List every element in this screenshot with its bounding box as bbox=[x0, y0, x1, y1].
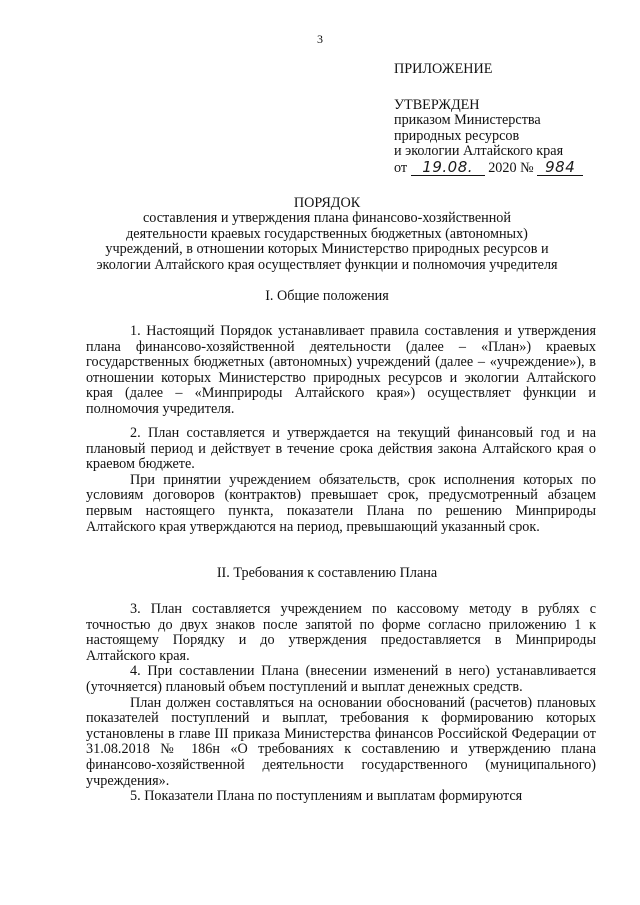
section-2-heading: II. Требования к составлению Плана bbox=[216, 565, 438, 581]
approved-label: УТВЕРЖДЕН bbox=[394, 96, 480, 113]
paragraph-text: 4. При составлении Плана (внесении изменений в него) устанавливается (уточняется) плановый объем поступлений и выплат денежных средств. bbox=[86, 663, 596, 695]
title-line-4: экологии Алтайского края осуществляет функции и полномочия учредителя bbox=[96, 256, 558, 273]
handwritten-date: 19.08. bbox=[411, 160, 485, 177]
paragraph-text: 5. Показатели Плана по поступлениям и выплатам формируются bbox=[130, 788, 523, 805]
section-1-paragraph-1 bbox=[86, 324, 596, 418]
paragraph-text: 1. Настоящий Порядок устанавливает правила составления и утверждения плана финансово-хозяйственной деятельности (далее – «План») краевых государственных бюджетных (автономных) учреждений (далее – «учреждение»), в отношении которых Министерство природных ресурсов и экологии Алтайского края (далее – «Минприроды Алтайского края») осуществляет функции и полномочия учредителя. bbox=[86, 323, 596, 417]
title-line-2: деятельности краевых государственных бюджетных (автономных) bbox=[126, 225, 528, 242]
date-prefix: от bbox=[394, 159, 408, 176]
document-title bbox=[40, 196, 614, 273]
approval-line-3: и экологии Алтайского края bbox=[394, 143, 564, 159]
paragraph-text: План должен составляться на основании обоснований (расчетов) плановых показателей поступлений и выплат, требования к формированию которых установлены в главе III приказа Министерства финансов Российской Федерации от 31.08.2018 № 186н «О требованиях к составлению и утверждению плана финансово-хозяйственной деятельности государственного (муниципального) учреждения». bbox=[86, 694, 596, 789]
title-line-3: учреждений, в отношении которых Министерство природных ресурсов и bbox=[105, 241, 549, 258]
approval-line-2: природных ресурсов bbox=[394, 127, 520, 144]
section-1-heading: I. Общие положения bbox=[265, 288, 389, 304]
year-text: 2020 № bbox=[488, 159, 534, 176]
title-main: ПОРЯДОК bbox=[293, 195, 361, 211]
approval-block bbox=[394, 62, 583, 176]
title-line-1: составления и утверждения плана финансово-хозяйственной bbox=[142, 210, 511, 227]
appendix-label: ПРИЛОЖЕНИЕ bbox=[394, 61, 493, 77]
paragraph-text: 3. План составляется учреждением по кассовому методу в рублях с точностью до двух знаков после запятой по форме согласно приложению 1 к настоящему Порядку и до утверждения предоставляется в Минприроды Алтайского края. bbox=[86, 601, 596, 664]
paragraph-text: При принятии учреждением обязательств, срок исполнения которых по условиям договоров (контрактов) превышает срок, предусмотренный абзацем первым настоящего пункта, показатели Плана по решению Минприроды Алтайского края утверждаются на период, превышающий указанный срок. bbox=[86, 471, 596, 535]
page-number: 3 bbox=[317, 32, 323, 46]
section-1-paragraphs bbox=[86, 426, 596, 535]
paragraph-text: 2. План составляется и утверждается на текущий финансовый год и на плановый период и действует в течение срока действия закона Алтайского края о краевом бюджете. bbox=[86, 425, 596, 473]
handwritten-number: 984 bbox=[537, 160, 583, 177]
approval-date-line bbox=[394, 157, 583, 177]
approval-line-1: приказом Министерства bbox=[394, 112, 541, 128]
section-2-paragraphs bbox=[86, 602, 596, 805]
